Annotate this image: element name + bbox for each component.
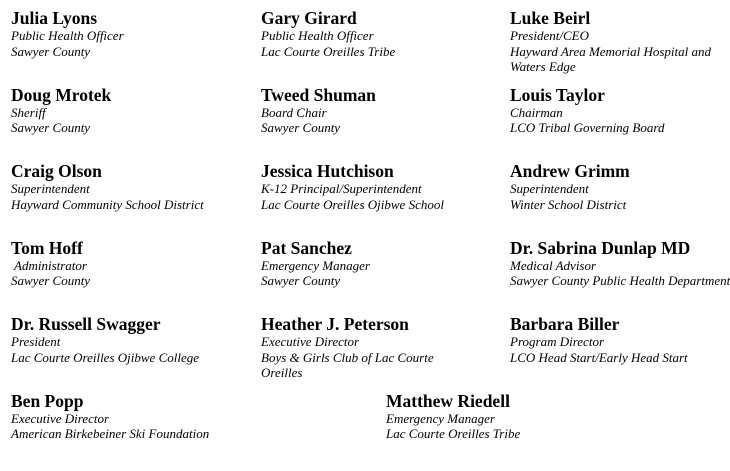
contact-title: Emergency Manager [386, 410, 495, 426]
contact-entry-jessica-hutchison [261, 161, 501, 212]
contact-title: President/CEO [510, 28, 589, 43]
contact-name: Julia Lyons [11, 8, 98, 28]
contact-organization: Sawyer County Public Health Department [510, 273, 730, 288]
contact-name: Gary Girard [261, 8, 357, 28]
contact-name: Louis Taylor [510, 84, 605, 105]
roster-row [11, 85, 727, 162]
contact-organization: Sawyer County [261, 273, 341, 288]
contact-entry-luke-beirl [510, 8, 730, 75]
contact-organization: LCO Head Start/Early Head Start [510, 349, 688, 365]
contact-organization: Sawyer County [11, 43, 91, 59]
roster-row [11, 161, 727, 238]
contact-title: Executive Director [11, 410, 110, 426]
contact-title: Executive Director [261, 334, 360, 349]
contact-name: Craig Olson [11, 161, 102, 181]
contact-title: Medical Advisor [510, 257, 597, 273]
contact-entry-ben-popp [11, 391, 251, 442]
contact-name: Tweed Shuman [261, 84, 376, 105]
contact-title: Chairman [510, 104, 563, 120]
contact-entry-andrew-grimm [510, 161, 730, 212]
contact-name: Matthew Riedell [386, 390, 510, 411]
contact-name: Jessica Hutchison [261, 161, 394, 181]
contact-title: Superintendent [11, 181, 90, 196]
contact-entry-julia-lyons [11, 8, 251, 59]
contact-organization: Sawyer County [11, 273, 91, 288]
contact-entry-russell-swagger [11, 314, 251, 365]
roster-row [11, 237, 730, 315]
roster-row [11, 391, 727, 471]
contact-organization: Lac Courte Oreilles Ojibwe School [261, 196, 444, 212]
contact-title: Board Chair [261, 104, 327, 120]
contact-entry-matthew-riedell [386, 391, 626, 442]
contact-entry-doug-mrotek [11, 85, 251, 136]
contact-title: Sheriff [11, 104, 46, 120]
contact-entry-craig-olson [11, 161, 251, 212]
contact-title: Emergency Manager [261, 257, 370, 273]
contact-title: Public Health Officer [11, 28, 124, 43]
contact-name: Pat Sanchez [261, 237, 352, 258]
contact-name: Andrew Grimm [510, 161, 630, 181]
contact-organization: Hayward Area Memorial Hospital and Waters Edge [510, 43, 712, 74]
roster-row [11, 8, 727, 85]
contact-entry-heather-peterson [261, 314, 461, 381]
contact-name: Ben Popp [11, 390, 84, 411]
contact-entry-pat-sanchez [261, 238, 501, 289]
roster-grid [11, 8, 730, 471]
contact-entry-sabrina-dunlap [510, 238, 730, 289]
contact-organization: Winter School District [510, 196, 627, 212]
contact-organization: Hayward Community School District [11, 196, 204, 212]
contact-title: Superintendent [510, 181, 589, 196]
contact-title: President [11, 334, 61, 349]
contact-organization: LCO Tribal Governing Board [510, 120, 665, 135]
contact-title: Program Director [510, 334, 605, 349]
contact-entry-barbara-biller [510, 314, 730, 365]
contact-organization: American Birkebeiner Ski Foundation [11, 426, 210, 441]
contact-entry-tom-hoff [11, 238, 251, 289]
contact-name: Dr. Sabrina Dunlap MD [510, 237, 691, 258]
contact-title: Administrator [11, 257, 87, 273]
contact-organization: Boys & Girls Club of Lac Courte Oreilles [261, 349, 434, 380]
roster-row [11, 314, 727, 391]
contact-organization: Lac Courte Oreilles Tribe [386, 426, 521, 441]
contact-organization: Lac Courte Oreilles Tribe [261, 43, 396, 59]
contact-name: Dr. Russell Swagger [11, 314, 161, 334]
contact-title: Public Health Officer [261, 28, 374, 43]
contact-title: K-12 Principal/Superintendent [261, 181, 422, 196]
contact-name: Luke Beirl [510, 8, 591, 28]
contact-entry-louis-taylor [510, 85, 730, 136]
contact-organization: Sawyer County [11, 120, 91, 135]
contact-name: Heather J. Peterson [261, 314, 409, 334]
contact-organization: Sawyer County [261, 120, 341, 135]
contact-entry-gary-girard [261, 8, 501, 59]
contact-organization: Lac Courte Oreilles Ojibwe College [11, 349, 199, 365]
contact-name: Barbara Biller [510, 314, 620, 334]
contact-name: Doug Mrotek [11, 84, 112, 105]
contact-name: Tom Hoff [11, 237, 83, 258]
contact-entry-tweed-shuman [261, 85, 501, 136]
